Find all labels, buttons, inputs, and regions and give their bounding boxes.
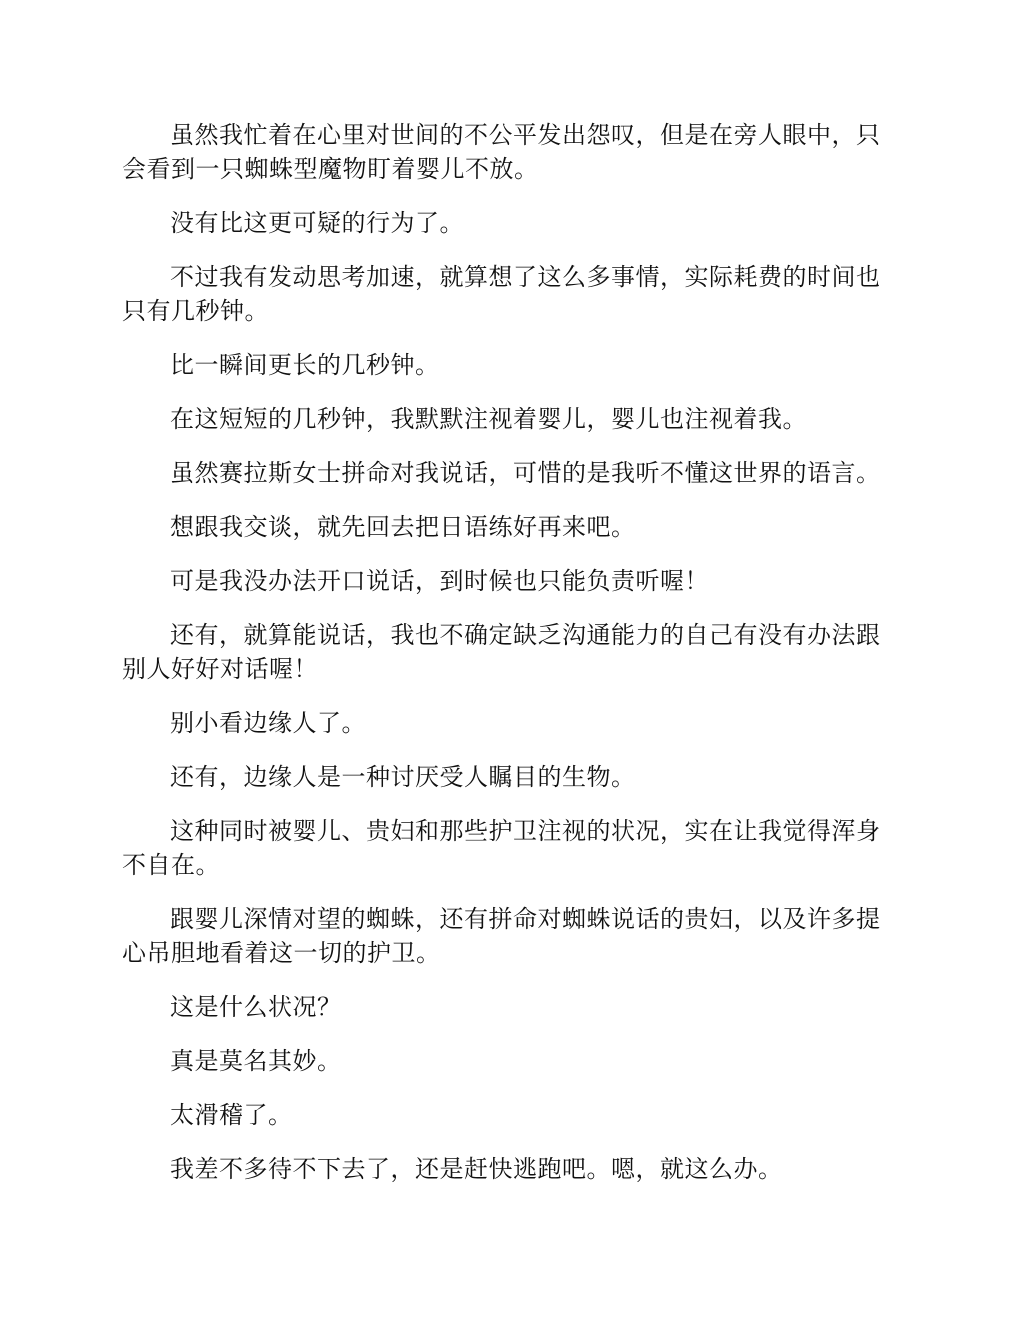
paragraph: 想跟我交谈，就先回去把日语练好再来吧。 [170,513,636,541]
paragraph: 虽然我忙着在心里对世间的不公平发出怨叹，但是在旁人眼中，只会看到一只蜘蛛型魔物盯着婴儿不放。 [122,121,881,183]
paragraph: 比一瞬间更长的几秒钟。 [170,351,440,379]
paragraph: 没有比这更可疑的行为了。 [170,209,464,237]
paragraph: 别小看边缘人了。 [170,709,366,737]
paragraph: 跟婴儿深情对望的蜘蛛，还有拼命对蜘蛛说话的贵妇，以及许多提心吊胆地看着这一切的护卫。 [122,905,881,967]
paragraph: 还有，边缘人是一种讨厌受人瞩目的生物。 [170,763,636,791]
paragraph: 不过我有发动思考加速，就算想了这么多事情，实际耗费的时间也只有几秒钟。 [122,263,881,325]
paragraph: 太滑稽了。 [170,1101,293,1129]
paragraph: 虽然赛拉斯女士拼命对我说话，可惜的是我听不懂这世界的语言。 [170,459,881,487]
paragraph: 在这短短的几秒钟，我默默注视着婴儿，婴儿也注视着我。 [170,405,807,433]
paragraph: 还有，就算能说话，我也不确定缺乏沟通能力的自己有没有办法跟别人好好对话喔！ [122,621,881,683]
paragraph: 真是莫名其妙。 [170,1047,342,1075]
paragraph: 这是什么状况？ [170,993,342,1021]
document-page [122,118,898,1206]
paragraph: 可是我没办法开口说话，到时候也只能负责听喔！ [170,567,709,595]
paragraph: 我差不多待不下去了，还是赶快逃跑吧。嗯，就这么办。 [170,1155,783,1183]
paragraph: 这种同时被婴儿、贵妇和那些护卫注视的状况，实在让我觉得浑身不自在。 [122,817,881,879]
